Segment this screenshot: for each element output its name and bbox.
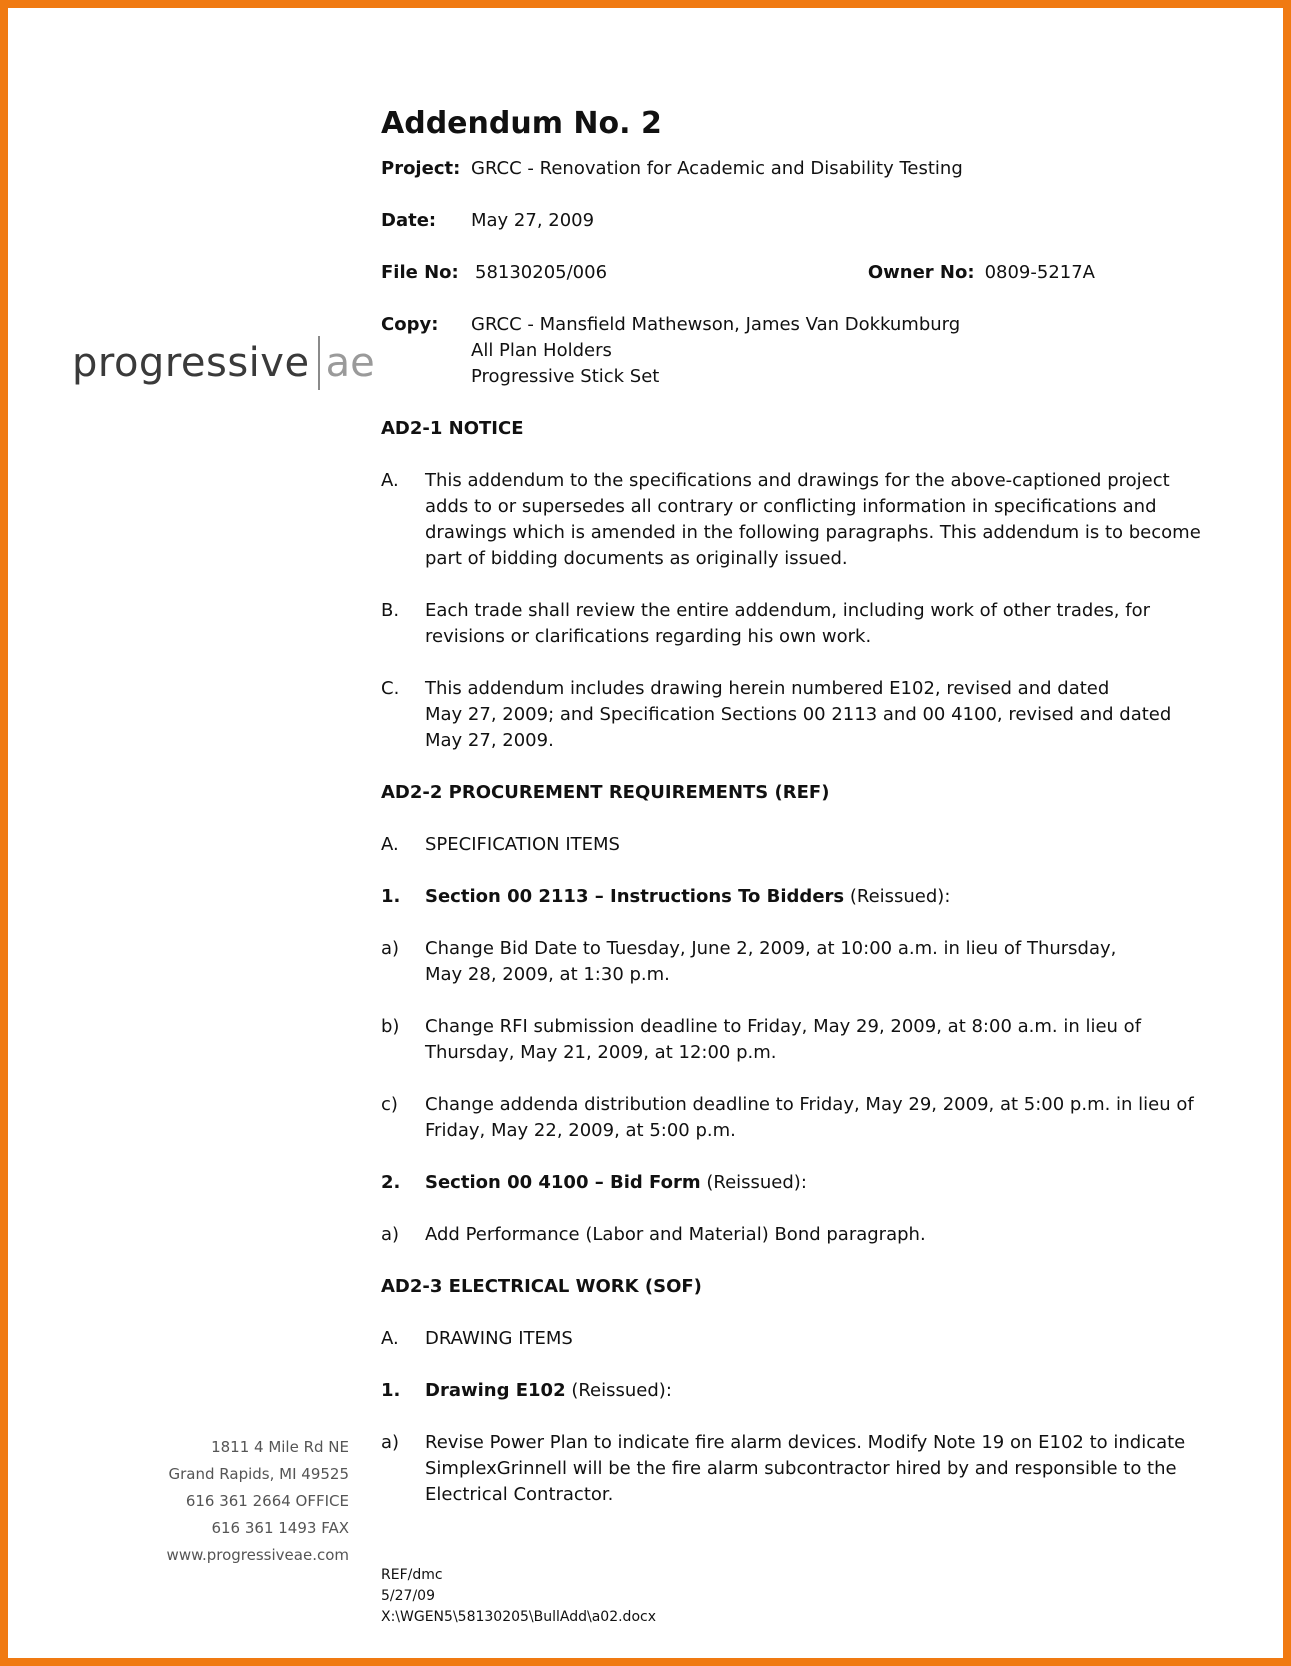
item-suffix: (Reissued):	[844, 886, 951, 907]
item-marker: a)	[381, 1224, 400, 1245]
logo-wordmark: progressive	[72, 340, 310, 386]
notice-item-a	[381, 468, 1201, 572]
procurement-subitem-a	[381, 936, 1201, 988]
file-label: File No:	[381, 262, 459, 283]
item-marker: c)	[381, 1094, 398, 1115]
owner-value: 0809-5217A	[984, 262, 1095, 283]
copy-recipients	[471, 312, 1201, 390]
item-text	[425, 1378, 1201, 1404]
company-address	[167, 1434, 349, 1569]
procurement-item-2	[381, 1170, 1201, 1196]
address-street: 1811 4 Mile Rd NE	[211, 1438, 349, 1456]
item-marker: b)	[381, 1016, 400, 1037]
item-text	[425, 936, 1201, 988]
footer-date: 5/27/09	[381, 1588, 435, 1604]
item-text	[425, 884, 1201, 910]
document-body	[381, 104, 1201, 1534]
item-line: Change RFI submission deadline to Friday, May 29, 2009, at 8:00 a.m. in lieu of	[425, 1016, 1142, 1037]
item-title: Drawing E102	[425, 1380, 566, 1401]
item-line: May 27, 2009; and Specification Sections 00 2113 and 00 4100, revised and dated	[425, 704, 1172, 725]
project-row	[381, 156, 1201, 182]
item-text: Revise Power Plan to indicate fire alarm devices. Modify Note 19 on E102 to indicate SimplexGrinnell will be the fire alarm subcontractor hired by and responsible to the Electrical Contractor.	[425, 1432, 1186, 1505]
item-line: Change Bid Date to Tuesday, June 2, 2009, at 10:00 a.m. in lieu of Thursday,	[425, 938, 1117, 959]
item-line: Change addenda distribution deadline to Friday, May 29, 2009, at 5:00 p.m. in lieu of	[425, 1094, 1194, 1115]
item-marker: 2.	[381, 1172, 401, 1193]
logo-suffix: ae	[325, 340, 375, 386]
file-value: 58130205/006	[475, 262, 608, 283]
item-marker: C.	[381, 678, 400, 699]
item-line: This addendum includes drawing herein numbered E102, revised and dated	[425, 678, 1110, 699]
item-marker: A.	[381, 1328, 399, 1349]
item-line: May 28, 2009, at 1:30 p.m.	[425, 964, 670, 985]
document-title: Addendum No. 2	[381, 106, 662, 141]
item-text: SPECIFICATION ITEMS	[425, 834, 620, 855]
procurement-subitem-c	[381, 1092, 1201, 1144]
item-text: Each trade shall review the entire addendum, including work of other trades, for revisions or clarifications regarding his own work.	[425, 600, 1150, 647]
date-value: May 27, 2009	[471, 210, 595, 231]
company-logo	[72, 336, 375, 390]
item-title: Section 00 2113 – Instructions To Bidders	[425, 886, 845, 907]
procurement-item-a	[381, 832, 1201, 858]
item-text	[425, 1170, 1201, 1196]
copy-line: Progressive Stick Set	[471, 366, 660, 387]
item-line: Friday, May 22, 2009, at 5:00 p.m.	[425, 1120, 736, 1141]
logo-divider	[318, 336, 320, 390]
footer-initials: REF/dmc	[381, 1567, 443, 1583]
electrical-item-a	[381, 1326, 1201, 1352]
item-marker: a)	[381, 938, 400, 959]
section-heading-notice: AD2-1 NOTICE	[381, 418, 524, 439]
item-suffix: (Reissued):	[565, 1380, 672, 1401]
date-label: Date:	[381, 210, 437, 231]
item-text	[425, 1014, 1201, 1066]
item-marker: A.	[381, 470, 399, 491]
section-heading-electrical: AD2-3 ELECTRICAL WORK (SOF)	[381, 1276, 702, 1297]
item-title: Section 00 4100 – Bid Form	[425, 1172, 701, 1193]
project-label: Project:	[381, 158, 461, 179]
item-line: Thursday, May 21, 2009, at 12:00 p.m.	[425, 1042, 777, 1063]
project-value: GRCC - Renovation for Academic and Disability Testing	[471, 158, 963, 179]
procurement-subitem-b	[381, 1014, 1201, 1066]
footer-file-path: X:\WGEN5\58130205\BullAdd\a02.docx	[381, 1609, 656, 1625]
item-marker: a)	[381, 1432, 400, 1453]
item-line: May 27, 2009.	[425, 730, 554, 751]
notice-item-b	[381, 598, 1201, 650]
owner-label: Owner No:	[867, 262, 975, 283]
section-heading-procurement: AD2-2 PROCUREMENT REQUIREMENTS (REF)	[381, 782, 830, 803]
item-text: Add Performance (Labor and Material) Bond paragraph.	[425, 1224, 926, 1245]
owner-number	[868, 260, 1095, 286]
address-city: Grand Rapids, MI 49525	[168, 1465, 349, 1483]
electrical-subitem-a	[381, 1430, 1201, 1508]
item-text	[425, 676, 1201, 754]
item-text	[425, 1092, 1201, 1144]
copy-label: Copy:	[381, 314, 439, 335]
address-website: www.progressiveae.com	[166, 1546, 349, 1564]
file-row	[381, 260, 1201, 286]
procurement-item-1	[381, 884, 1201, 910]
copy-line: All Plan Holders	[471, 340, 612, 361]
document-footer	[381, 1565, 656, 1628]
bidform-subitem-a	[381, 1222, 1201, 1248]
copy-row	[381, 312, 1201, 390]
item-marker: 1.	[381, 1380, 401, 1401]
item-text: This addendum to the specifications and drawings for the above-captioned project adds to or supersedes all contrary or conflicting information in specifications and drawings which is amended in the following paragraphs. This addendum is to become part of bidding documents as originally issued.	[425, 470, 1201, 569]
item-marker: B.	[381, 600, 400, 621]
address-fax: 616 361 1493 FAX	[211, 1519, 349, 1537]
item-marker: A.	[381, 834, 399, 855]
address-office-phone: 616 361 2664 OFFICE	[185, 1492, 349, 1510]
item-suffix: (Reissued):	[700, 1172, 807, 1193]
copy-line: GRCC - Mansfield Mathewson, James Van Dokkumburg	[471, 314, 961, 335]
electrical-item-1	[381, 1378, 1201, 1404]
item-text: DRAWING ITEMS	[425, 1328, 573, 1349]
item-marker: 1.	[381, 886, 401, 907]
notice-item-c	[381, 676, 1201, 754]
date-row	[381, 208, 1201, 234]
